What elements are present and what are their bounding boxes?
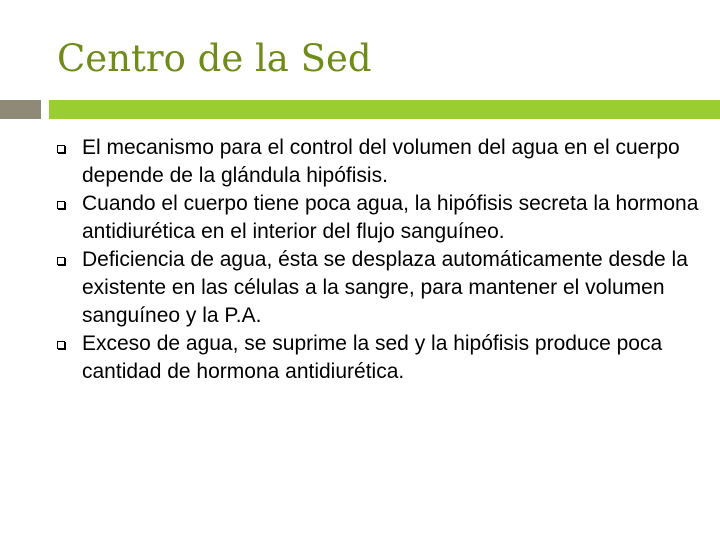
bullet-list [57,134,707,386]
bullet-text: El mecanismo para el control del volumen del agua en el cuerpo depende de la glándula hipófisis. [82,136,680,187]
title-divider-left-bar [0,100,41,119]
bullet-item [57,330,707,386]
bullet-text: Deficiencia de agua, ésta se desplaza automáticamente desde la existente en las células a la sangre, para mantener el volumen sanguíneo y la P.A. [82,248,688,327]
title-divider-right-bar [49,100,720,119]
bullet-text: Exceso de agua, se suprime la sed y la hipófisis produce poca cantidad de hormona antidiurética. [82,332,663,383]
bullet-text: Cuando el cuerpo tiene poca agua, la hipófisis secreta la hormona antidiurética en el interior del flujo sanguíneo. [82,192,699,243]
hollow-square-bullet-icon [57,257,65,265]
slide-title: Centro de la Sed [57,37,372,80]
hollow-square-bullet-icon [57,201,65,209]
bullet-item [57,246,707,330]
bullet-item [57,190,707,246]
hollow-square-bullet-icon [57,145,65,153]
hollow-square-bullet-icon [57,341,65,349]
bullet-item [57,134,707,190]
